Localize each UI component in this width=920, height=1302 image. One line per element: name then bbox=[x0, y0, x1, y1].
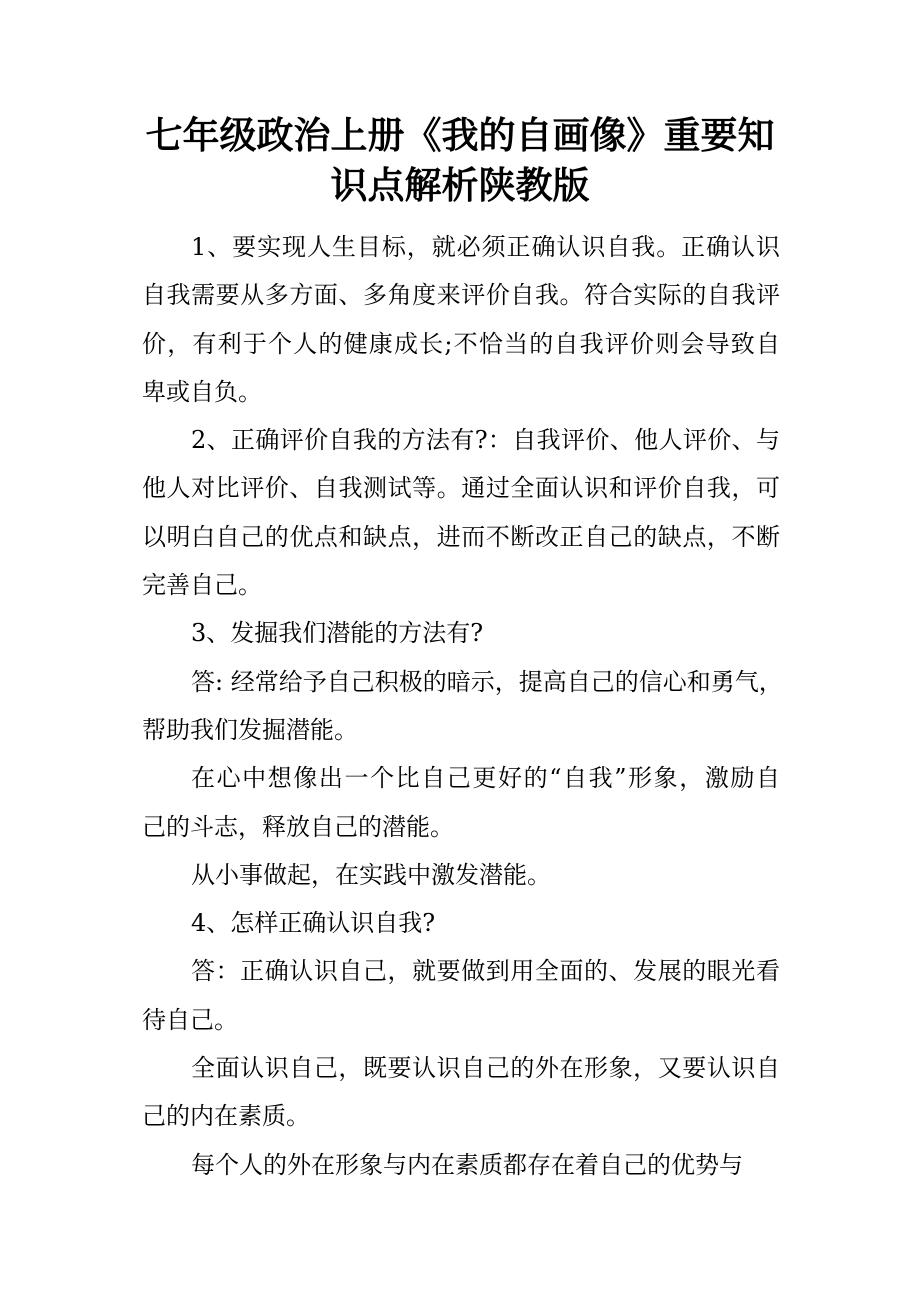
text-line: 自我需要从多方面、多角度来评价自我。符合实际的自我评 bbox=[142, 281, 780, 310]
text-line: 1、要实现人生目标，就必须正确认识自我。正确认识 bbox=[191, 233, 780, 261]
document-body bbox=[142, 223, 783, 1189]
paragraph bbox=[142, 1044, 780, 1141]
paragraph bbox=[142, 947, 780, 1044]
text-line: 每个人的外在形象与内在素质都存在着自己的优势与 bbox=[191, 1150, 743, 1179]
paragraph bbox=[142, 658, 783, 755]
text-line: 价，有利于个人的健康成长;不恰当的自我评价则会导致自 bbox=[142, 329, 780, 358]
paragraph bbox=[142, 1141, 780, 1189]
text-line: 2、正确评价自我的方法有?：自我评价、他人评价、与 bbox=[191, 426, 780, 455]
text-line: 他人对比评价、自我测试等。通过全面认识和评价自我，可 bbox=[142, 474, 780, 503]
text-line: 己的内在素质。 bbox=[142, 1102, 310, 1131]
text-line: 答: 经常给予自己积极的暗示，提高自己的信心和勇气， bbox=[191, 667, 783, 696]
document-title bbox=[0, 110, 920, 210]
paragraph bbox=[142, 223, 780, 416]
text-line: 待自己。 bbox=[142, 1005, 238, 1034]
text-line: 全面认识自己，既要认识自己的外在形象，又要认识自 bbox=[191, 1054, 780, 1083]
text-line: 卑或自负。 bbox=[142, 377, 262, 406]
text-line: 帮助我们发掘潜能。 bbox=[142, 715, 358, 744]
paragraph bbox=[142, 899, 780, 947]
text-line: 3、发掘我们潜能的方法有? bbox=[191, 619, 484, 648]
text-line: 4、怎样正确认识自我? bbox=[191, 909, 436, 938]
paragraph bbox=[142, 754, 780, 851]
text-line: 在心中想像出一个比自己更好的“自我”形象，激励自 bbox=[191, 764, 780, 793]
paragraph bbox=[142, 416, 780, 609]
paragraph bbox=[142, 851, 780, 899]
title-line-2: 识点解析陕教版 bbox=[330, 163, 590, 207]
title-line-1: 七年级政治上册《我的自画像》重要知 bbox=[145, 113, 775, 157]
text-line: 从小事做起，在实践中激发潜能。 bbox=[191, 860, 551, 889]
text-line: 己的斗志，释放自己的潜能。 bbox=[142, 812, 454, 841]
paragraph bbox=[142, 609, 780, 657]
text-line: 答：正确认识自己，就要做到用全面的、发展的眼光看 bbox=[191, 957, 780, 986]
text-line: 完善自己。 bbox=[142, 571, 262, 600]
text-line: 以明白自己的优点和缺点，进而不断改正自己的缺点，不断 bbox=[142, 522, 780, 551]
